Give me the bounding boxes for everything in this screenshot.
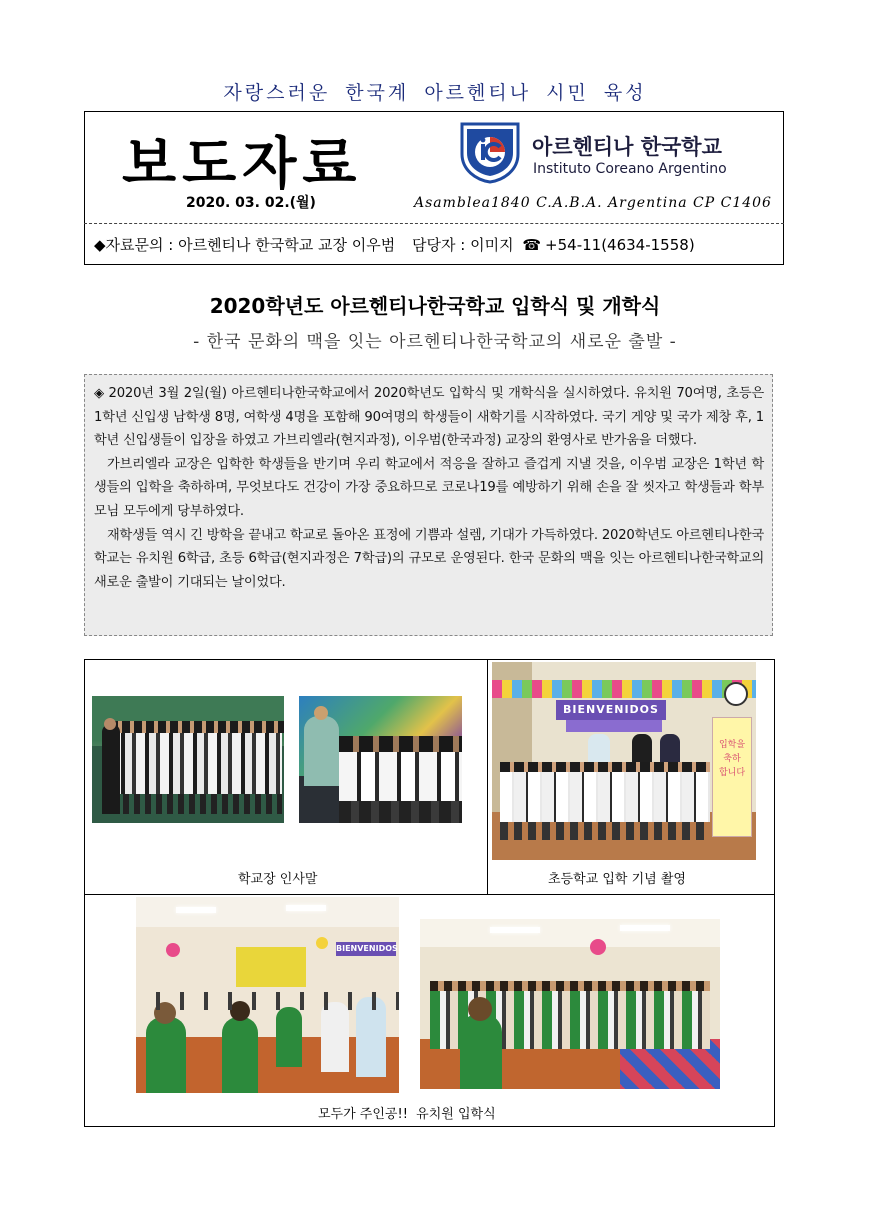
contact-person: 담당자 : 이미지: [412, 236, 514, 254]
photo-first-grade-group: [492, 662, 756, 860]
article-body: [84, 374, 773, 636]
caption-principal-greeting: 학교장 인사말: [238, 872, 318, 887]
article-paragraph-1: ◈ 2020년 3월 2일(월) 아르헨티나한국학교에서 2020학년도 입학식 및 개학식을 실시하였다. 유치원 70여명, 초등은 1학년 신입생 남학생 8명, 여학생 4명을 포함해 90여명의 학생들이 새학기를 시작하였다. 국기 게양 및 국가 제창 후, 1학년 신입생들이 입장을 하였고 가브리엘라(현지과정), 이우범(한국과정) 교장의 환영사로 반가움을 더했다.: [94, 386, 764, 449]
school-logo-icon: [458, 120, 522, 184]
photo-table-divider-horizontal: [84, 894, 775, 895]
slogan: 자랑스러운 한국계 아르헨티나 시민 육성: [223, 82, 647, 104]
school-name-korean: 아르헨티나 한국학교: [532, 135, 722, 159]
photo-table-divider-vertical: [487, 659, 488, 895]
article-subtitle: - 한국 문화의 맥을 잇는 아르헨티나한국학교의 새로운 출발 -: [193, 332, 677, 352]
press-date: 2020. 03. 02.(월): [186, 195, 316, 211]
sign-line-3: 합니다: [718, 768, 746, 778]
contact-line: [94, 234, 699, 255]
banner-bienvenidos-2: BIENVENIDOS: [336, 942, 396, 956]
contact-inquiry: ◆자료문의 : 아르헨티나 한국학교 교장 이우범: [94, 236, 396, 254]
school-name-spanish: Instituto Coreano Argentino: [533, 161, 727, 177]
header-divider: [84, 223, 784, 224]
photo-students-mural: [299, 696, 462, 823]
photo-principal-greeting-gym: [92, 696, 284, 823]
photo-kindergarten-ceremony-2: [420, 919, 720, 1089]
banner-bienvenidos-1: BIENVENIDOS: [556, 700, 666, 720]
photo-kindergarten-ceremony-1: [136, 897, 399, 1093]
caption-first-grade-photo: 초등학교 입학 기념 촬영: [548, 872, 686, 887]
sign-line-1: 입학을: [718, 740, 746, 750]
caption-kindergarten-ceremony: 모두가 주인공!! 유치원 입학식: [318, 1107, 496, 1122]
article-paragraph-3: 재학생들 역시 긴 방학을 끝내고 학교로 돌아온 표정에 기쁨과 설렘, 기대가 가득하였다. 2020학년도 아르헨티나한국학교는 유치원 6학급, 초등 6학급(현지과정은 7학급)의 규모로 운영된다. 한국 문화의 맥을 잇는 아르헨티나한국학교의 새로운 출발이 기대되는 날이었다.: [94, 527, 764, 590]
article-title: 2020학년도 아르헨티나한국학교 입학식 및 개학식: [209, 294, 661, 318]
phone-icon: ☎: [522, 236, 542, 254]
press-release-title: 보도자료: [122, 132, 363, 197]
contact-phone: +54-11(4634-1558): [545, 236, 695, 254]
school-address: Asamblea1840 C.A.B.A. Argentina CP C1406: [414, 195, 772, 211]
sign-line-2: 축하: [723, 754, 741, 764]
article-paragraph-2: 가브리엘라 교장은 입학한 학생들을 반기며 우리 학교에서 적응을 잘하고 즐겁게 지낼 것을, 이우범 교장은 1학년 학생들의 입학을 축하하며, 무엇보다도 건강이 가장 중요하므로 코로나19를 예방하기 위해 손을 잘 씻자고 학생들과 학부모님 모두에게 당부하였다.: [94, 456, 764, 519]
